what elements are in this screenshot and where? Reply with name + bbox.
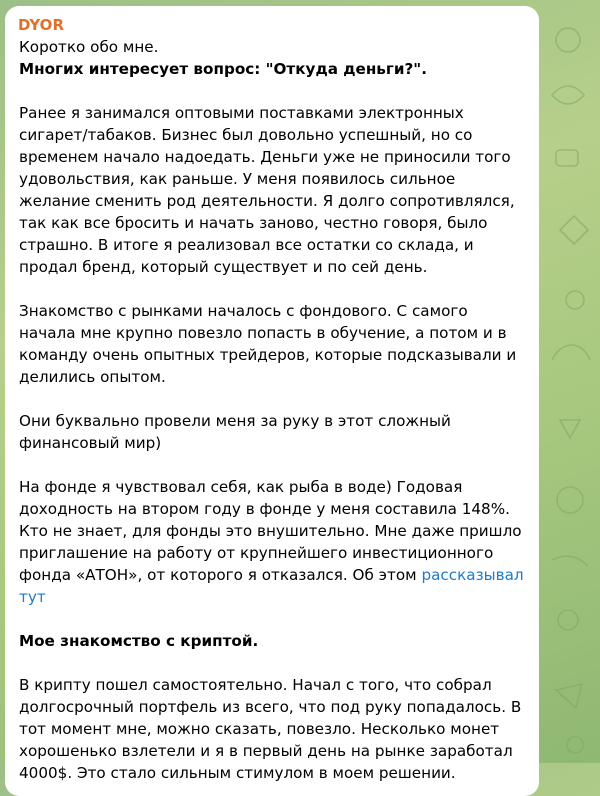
question-line: Многих интересует вопрос: "Откуда деньги?". <box>19 60 427 78</box>
paragraph-guidance: Они буквально провели меня за руку в этот сложный финансовый мир) <box>19 412 451 452</box>
intro-line: Коротко обо мне. <box>19 38 159 56</box>
story-link[interactable]: рассказывал тут <box>19 566 524 606</box>
paragraph-fund-text: На фонде я чувствовал себя, как рыба в воде) Годовая доходность на втором году в фонде у меня составила 148%. Кто не знает, для фонды это внушительно. Мне даже пришло приглашение на работу от крупнейшего инвестиционного фонда «АТОН», от которого я отказался. Об этом <box>19 478 522 584</box>
paragraph-crypto: В крипту пошел самостоятельно. Начал с того, что собрал долгосрочный портфель из всего, что под руку попадалось. В тот момент мне, можно сказать, повезло. Несколько монет хорошенько взлетели и я в первый день на рынке заработал 4000$. Это стало сильным стимулом в моем решении. <box>19 676 522 782</box>
crypto-heading: Мое знакомство с криптой. <box>19 632 259 650</box>
sender-name[interactable]: DYOR <box>18 16 64 34</box>
message-bubble <box>5 6 539 796</box>
paragraph-stock-market: Знакомство с рынками началось с фондового. С самого начала мне крупно повезло попасть в обучение, а потом и в команду очень опытных трейдеров, которые подсказывали и делились опытом. <box>19 302 517 386</box>
paragraph-fund <box>19 476 525 608</box>
paragraph-business: Ранее я занимался оптовыми поставками электронных сигарет/табаков. Бизнес был довольно успешный, но со временем начало надоедать. Деньги уже не приносили того удовольствия, как раньше. У меня появилось сильное желание сменить род деятельности. Я долго сопротивлялся, так как все бросить и начать заново, честно говоря, было страшно. В итоге я реализовал все остатки со склада, и продал бренд, который существует и по сей день. <box>19 104 515 276</box>
message-text <box>19 36 525 784</box>
